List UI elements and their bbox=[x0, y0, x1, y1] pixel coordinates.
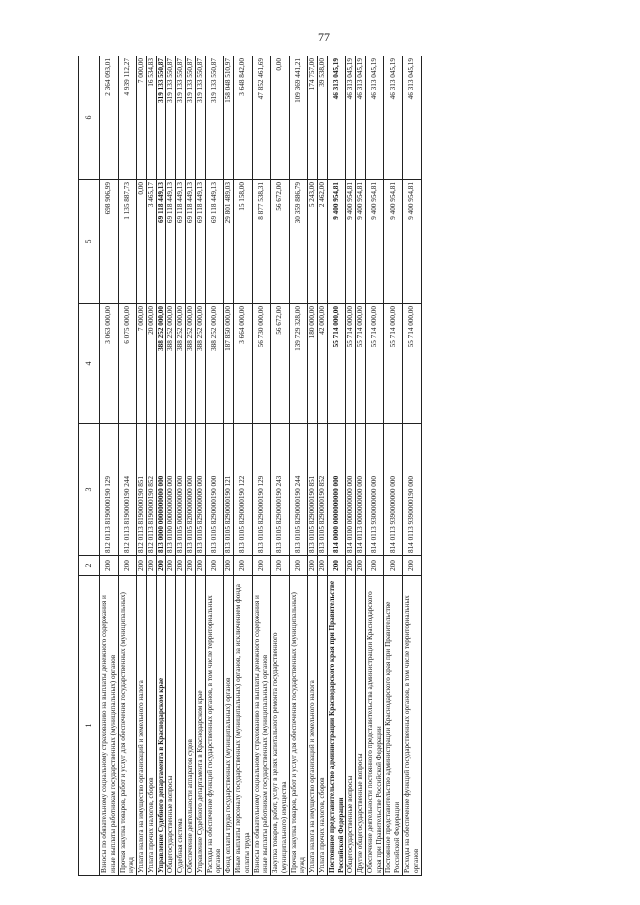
row-name-cell: Уплата прочих налогов, сборов bbox=[317, 576, 327, 876]
budget-table-body bbox=[79, 56, 422, 876]
approved-amount-cell: 55 714 000,00 bbox=[384, 304, 403, 424]
classification-code-cell: 813 0000 0000000000 000 bbox=[156, 424, 166, 556]
remaining-amount-cell: 3 648 842,00 bbox=[233, 56, 252, 180]
row-name-cell: Расходы на обеспечение функций государственных органов, в том числе территориальных органов bbox=[205, 576, 224, 876]
executed-amount-cell: 69 118 449,13 bbox=[156, 180, 166, 304]
table-row bbox=[224, 56, 234, 876]
executed-amount-cell: 0,00 bbox=[137, 180, 147, 304]
budget-table bbox=[78, 56, 422, 876]
classification-code-cell: 814 0113 9390000000 000 bbox=[384, 424, 403, 556]
classification-code-cell: 813 0105 0000000000 000 bbox=[176, 424, 186, 556]
table-row bbox=[252, 56, 271, 876]
remaining-amount-cell: 319 133 550,87 bbox=[186, 56, 196, 180]
classification-code-cell: 814 0100 0000000000 000 bbox=[346, 424, 356, 556]
remaining-amount-cell: 319 133 550,87 bbox=[176, 56, 186, 180]
row-name-cell: Прочая закупка товаров, работ и услуг для обеспечения государственных (муниципальных) нужд bbox=[289, 576, 308, 876]
table-row bbox=[327, 56, 346, 876]
ved-code-cell: 200 bbox=[176, 556, 186, 576]
ved-code-cell: 200 bbox=[233, 556, 252, 576]
remaining-amount-cell: 47 852 461,69 bbox=[252, 56, 271, 180]
classification-code-cell: 813 0105 8290000190 243 bbox=[271, 424, 290, 556]
ved-code-cell: 200 bbox=[365, 556, 384, 576]
ved-code-cell: 200 bbox=[186, 556, 196, 576]
row-name-cell: Обеспечение деятельности аппаратов судов bbox=[186, 576, 196, 876]
classification-code-cell: 812 0113 8190000190 851 bbox=[137, 424, 147, 556]
ved-code-cell: 200 bbox=[289, 556, 308, 576]
approved-amount-cell: 7 000,00 bbox=[137, 304, 147, 424]
executed-amount-cell: 69 118 449,13 bbox=[176, 180, 186, 304]
remaining-amount-cell: 0,00 bbox=[271, 56, 290, 180]
table-row bbox=[100, 56, 119, 876]
classification-code-cell: 814 0113 9300000000 000 bbox=[365, 424, 384, 556]
table-row bbox=[118, 56, 137, 876]
classification-code-cell: 813 0105 8290000190 129 bbox=[252, 424, 271, 556]
row-name-cell: Прочая закупка товаров, работ и услуг для обеспечения государственных (муниципальных) нужд bbox=[118, 576, 137, 876]
approved-amount-cell: 388 252 000,00 bbox=[156, 304, 166, 424]
approved-amount-cell: 3 063 000,00 bbox=[100, 304, 119, 424]
executed-amount-cell: 698 906,99 bbox=[100, 180, 119, 304]
classification-code-cell: 814 0113 0000000000 000 bbox=[356, 424, 366, 556]
rotated-table-frame bbox=[78, 56, 584, 876]
classification-code-cell: 813 0105 8290000000 000 bbox=[195, 424, 205, 556]
classification-code-cell: 813 0105 8290000190 121 bbox=[224, 424, 234, 556]
executed-amount-cell: 56 672,00 bbox=[271, 180, 290, 304]
classification-code-cell: 813 0100 0000000000 000 bbox=[166, 424, 176, 556]
row-name-cell: Фонд оплаты труда государственных (муниципальных) органов bbox=[224, 576, 234, 876]
ved-code-cell: 200 bbox=[100, 556, 119, 576]
approved-amount-cell: 187 850 000,00 bbox=[224, 304, 234, 424]
executed-amount-cell: 2 462,00 bbox=[317, 180, 327, 304]
row-name-cell: Другие общегосударственные вопросы bbox=[356, 576, 366, 876]
ved-code-cell: 200 bbox=[195, 556, 205, 576]
ved-code-cell: 200 bbox=[205, 556, 224, 576]
table-row bbox=[289, 56, 308, 876]
executed-amount-cell: 9 400 954,81 bbox=[365, 180, 384, 304]
ved-code-cell: 200 bbox=[166, 556, 176, 576]
ved-code-cell: 200 bbox=[384, 556, 403, 576]
remaining-amount-cell: 4 939 112,27 bbox=[118, 56, 137, 180]
table-row bbox=[186, 56, 196, 876]
table-row bbox=[308, 56, 318, 876]
row-name-cell: Уплата налога на имущество организаций и земельного налога bbox=[308, 576, 318, 876]
table-row bbox=[137, 56, 147, 876]
remaining-amount-cell: 46 313 045,19 bbox=[403, 56, 422, 180]
column-header: 4 bbox=[79, 304, 100, 424]
approved-amount-cell: 6 075 000,00 bbox=[118, 304, 137, 424]
approved-amount-cell: 55 714 000,00 bbox=[346, 304, 356, 424]
executed-amount-cell: 9 400 954,81 bbox=[384, 180, 403, 304]
ved-code-cell: 200 bbox=[137, 556, 147, 576]
approved-amount-cell: 55 714 000,00 bbox=[365, 304, 384, 424]
remaining-amount-cell: 46 313 045,19 bbox=[365, 56, 384, 180]
ved-code-cell: 200 bbox=[156, 556, 166, 576]
table-row bbox=[317, 56, 327, 876]
classification-code-cell: 814 0113 9390000190 000 bbox=[403, 424, 422, 556]
classification-code-cell: 812 0113 8190000190 129 bbox=[100, 424, 119, 556]
ved-code-cell: 200 bbox=[252, 556, 271, 576]
ved-code-cell: 200 bbox=[346, 556, 356, 576]
ved-code-cell: 200 bbox=[317, 556, 327, 576]
column-header: 1 bbox=[79, 576, 100, 876]
approved-amount-cell: 180 000,00 bbox=[308, 304, 318, 424]
ved-code-cell: 200 bbox=[146, 556, 156, 576]
remaining-amount-cell: 158 048 510,97 bbox=[224, 56, 234, 180]
executed-amount-cell: 8 877 538,31 bbox=[252, 180, 271, 304]
row-name-cell: Управление Судебного департамента в Краснодарском крае bbox=[195, 576, 205, 876]
table-row bbox=[271, 56, 290, 876]
ved-code-cell: 200 bbox=[224, 556, 234, 576]
ved-code-cell: 200 bbox=[271, 556, 290, 576]
remaining-amount-cell: 319 133 550,87 bbox=[156, 56, 166, 180]
classification-code-cell: 813 0105 8290000190 852 bbox=[317, 424, 327, 556]
row-name-cell: Постоянное представительство администрации Краснодарского края при Правительстве Российской Федерации bbox=[327, 576, 346, 876]
approved-amount-cell: 388 252 000,00 bbox=[195, 304, 205, 424]
row-name-cell: Уплата налога на имущество организаций и земельного налога bbox=[137, 576, 147, 876]
remaining-amount-cell: 46 313 045,19 bbox=[346, 56, 356, 180]
table-row bbox=[166, 56, 176, 876]
column-header: 2 bbox=[79, 556, 100, 576]
executed-amount-cell: 3 465,17 bbox=[146, 180, 156, 304]
approved-amount-cell: 55 714 000,00 bbox=[356, 304, 366, 424]
remaining-amount-cell: 319 133 550,87 bbox=[195, 56, 205, 180]
approved-amount-cell: 388 252 000,00 bbox=[205, 304, 224, 424]
column-header: 3 bbox=[79, 424, 100, 556]
remaining-amount-cell: 46 313 045,19 bbox=[384, 56, 403, 180]
column-header: 6 bbox=[79, 56, 100, 180]
table-row bbox=[205, 56, 224, 876]
ved-code-cell: 200 bbox=[356, 556, 366, 576]
table-row bbox=[346, 56, 356, 876]
page-number: 77 bbox=[318, 30, 330, 44]
approved-amount-cell: 55 714 000,00 bbox=[403, 304, 422, 424]
approved-amount-cell: 388 252 000,00 bbox=[166, 304, 176, 424]
executed-amount-cell: 9 400 954,81 bbox=[346, 180, 356, 304]
executed-amount-cell: 30 359 886,79 bbox=[289, 180, 308, 304]
table-row bbox=[356, 56, 366, 876]
table-row bbox=[384, 56, 403, 876]
ved-code-cell: 200 bbox=[327, 556, 346, 576]
approved-amount-cell: 139 729 328,00 bbox=[289, 304, 308, 424]
approved-amount-cell: 388 252 000,00 bbox=[186, 304, 196, 424]
row-name-cell: Обеспечение деятельности постоянного представительства администрации Краснодарского края при Правительстве Российской Федерации bbox=[365, 576, 384, 876]
ved-code-cell: 200 bbox=[118, 556, 137, 576]
executed-amount-cell: 1 135 887,73 bbox=[118, 180, 137, 304]
remaining-amount-cell: 39 538,00 bbox=[317, 56, 327, 180]
row-name-cell: Постоянное представительство администрации Краснодарского края при Правительстве Российской Федерации bbox=[384, 576, 403, 876]
remaining-amount-cell: 46 313 045,19 bbox=[356, 56, 366, 180]
executed-amount-cell: 9 400 954,81 bbox=[403, 180, 422, 304]
executed-amount-cell: 69 118 449,13 bbox=[166, 180, 176, 304]
approved-amount-cell: 3 664 000,00 bbox=[233, 304, 252, 424]
table-row bbox=[403, 56, 422, 876]
executed-amount-cell: 69 118 449,13 bbox=[186, 180, 196, 304]
classification-code-cell: 814 0000 0000000000 000 bbox=[327, 424, 346, 556]
remaining-amount-cell: 319 133 550,87 bbox=[205, 56, 224, 180]
row-name-cell: Общегосударственные вопросы bbox=[346, 576, 356, 876]
remaining-amount-cell: 319 133 550,87 bbox=[166, 56, 176, 180]
classification-code-cell: 813 0105 8290000190 851 bbox=[308, 424, 318, 556]
table-row bbox=[156, 56, 166, 876]
column-header: 5 bbox=[79, 180, 100, 304]
row-name-cell: Взносы по обязательному социальному страхованию на выплаты денежного содержания и иные выплаты работникам государственных (муниципальных) органов bbox=[252, 576, 271, 876]
approved-amount-cell: 55 714 000,00 bbox=[327, 304, 346, 424]
row-name-cell: Уплата прочих налогов, сборов bbox=[146, 576, 156, 876]
row-name-cell: Судебная система bbox=[176, 576, 186, 876]
executed-amount-cell: 69 118 449,13 bbox=[195, 180, 205, 304]
executed-amount-cell: 9 400 954,81 bbox=[327, 180, 346, 304]
row-name-cell: Общегосударственные вопросы bbox=[166, 576, 176, 876]
rotated-table-content bbox=[78, 56, 584, 876]
table-row bbox=[233, 56, 252, 876]
classification-code-cell: 813 0105 8200000000 000 bbox=[186, 424, 196, 556]
table-row bbox=[146, 56, 156, 876]
classification-code-cell: 813 0105 8290000190 122 bbox=[233, 424, 252, 556]
table-row bbox=[195, 56, 205, 876]
table-row bbox=[176, 56, 186, 876]
executed-amount-cell: 29 801 489,03 bbox=[224, 180, 234, 304]
remaining-amount-cell: 2 364 093,01 bbox=[100, 56, 119, 180]
row-name-cell: Управление Судебного департамента в Краснодарском крае bbox=[156, 576, 166, 876]
remaining-amount-cell: 174 757,00 bbox=[308, 56, 318, 180]
remaining-amount-cell: 109 369 441,21 bbox=[289, 56, 308, 180]
ved-code-cell: 200 bbox=[308, 556, 318, 576]
executed-amount-cell: 5 243,00 bbox=[308, 180, 318, 304]
classification-code-cell: 813 0105 8290000190 244 bbox=[289, 424, 308, 556]
row-name-cell: Взносы по обязательному социальному страхованию на выплаты денежного содержания и иные выплаты работникам государственных (муниципальных) органов bbox=[100, 576, 119, 876]
remaining-amount-cell: 7 000,00 bbox=[137, 56, 147, 180]
approved-amount-cell: 42 000,00 bbox=[317, 304, 327, 424]
row-name-cell: Закупка товаров, работ, услуг в целях капитального ремонта государственного (муниципального) имущества bbox=[271, 576, 290, 876]
remaining-amount-cell: 46 313 045,19 bbox=[327, 56, 346, 180]
classification-code-cell: 813 0105 8290000190 000 bbox=[205, 424, 224, 556]
executed-amount-cell: 9 400 954,81 bbox=[356, 180, 366, 304]
table-row bbox=[365, 56, 384, 876]
approved-amount-cell: 388 252 000,00 bbox=[176, 304, 186, 424]
approved-amount-cell: 20 000,00 bbox=[146, 304, 156, 424]
table-header-row bbox=[79, 56, 100, 876]
executed-amount-cell: 15 158,00 bbox=[233, 180, 252, 304]
executed-amount-cell: 69 118 449,13 bbox=[205, 180, 224, 304]
row-name-cell: Расходы на обеспечение функций государственных органов, в том числе территориальных органов bbox=[403, 576, 422, 876]
classification-code-cell: 812 0113 8190000190 852 bbox=[146, 424, 156, 556]
ved-code-cell: 200 bbox=[403, 556, 422, 576]
row-name-cell: Иные выплаты персоналу государственных (муниципальных) органов, за исключением фонда оплаты труда bbox=[233, 576, 252, 876]
remaining-amount-cell: 16 534,83 bbox=[146, 56, 156, 180]
approved-amount-cell: 56 672,00 bbox=[271, 304, 290, 424]
approved-amount-cell: 56 730 000,00 bbox=[252, 304, 271, 424]
classification-code-cell: 812 0113 8190000190 244 bbox=[118, 424, 137, 556]
